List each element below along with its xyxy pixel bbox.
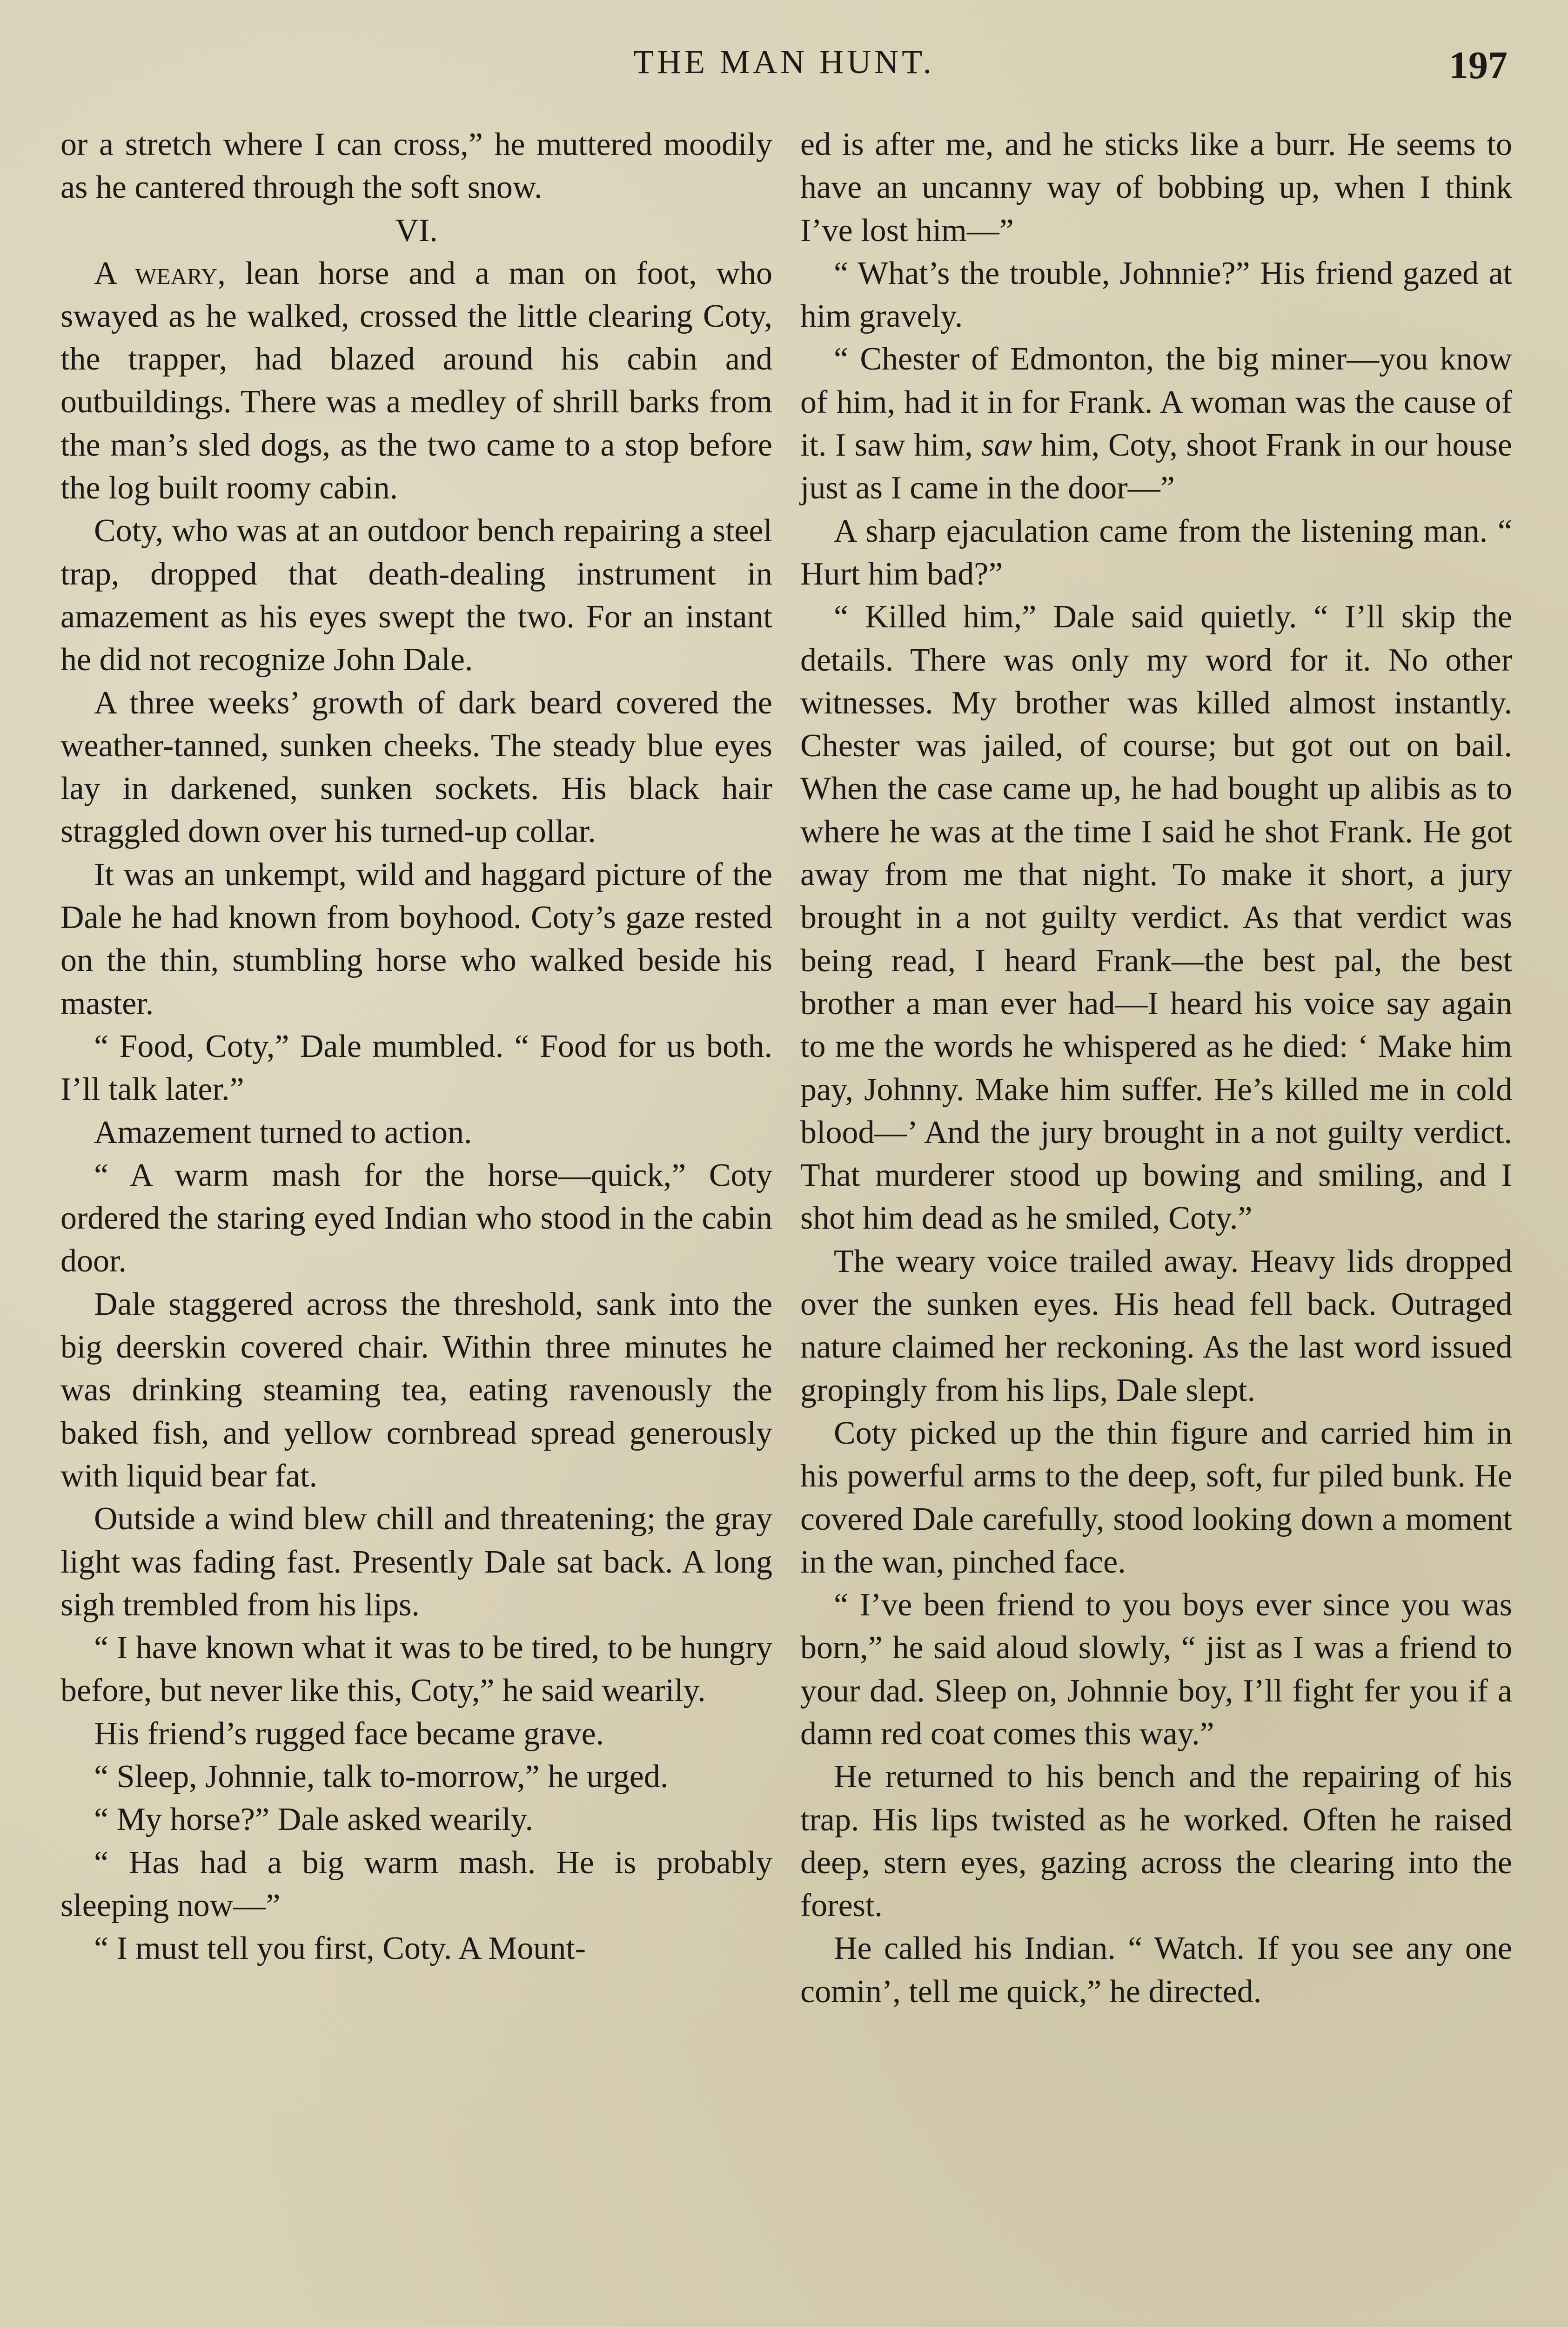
paragraph: Outside a wind blew chill and threatening; the gray light was fading fast. Presently Dale sat back. A long sigh trembled from his lips. [60,1501,772,1623]
paragraph: His friend’s rugged face became grave. [94,1715,604,1752]
paragraph: “ I have known what it was to be tired, to be hungry before, but never like this, Coty,” he said wearily. [60,1630,772,1709]
page-number: 197 [1449,44,1508,87]
paragraph: Coty picked up the thin figure and carried him in his powerful arms to the deep, soft, fur piled bunk. He covered Dale carefully, stood looking down a moment in the wan, pinched face. [800,1415,1512,1580]
paragraph: “ Sleep, Johnnie, talk to-morrow,” he urged. [94,1758,669,1795]
paragraph: He called his Indian. “ Watch. If you see any one comin’, tell me quick,” he directed. [800,1930,1512,2010]
paragraph: “ My horse?” Dale asked wearily. [94,1802,533,1838]
paragraph: “ A warm mash for the horse—quick,” Coty ordered the staring eyed Indian who stood in the cabin door. [60,1157,772,1279]
paragraph: “ I must tell you first, Coty. A Mount- [94,1930,586,1967]
small-caps-lead: A weary [94,255,218,291]
paragraph: Amazement turned to action. [94,1114,472,1150]
left-column [60,123,772,1970]
paragraph: The weary voice trailed away. Heavy lids dropped over the sunken eyes. His head fell back. Outraged nature claimed her reckoning. As the last word issued gropingly from his lips, Dale slept. [800,1243,1512,1408]
paragraph: “ What’s the trouble, Johnnie?” His friend gazed at him gravely. [800,255,1512,335]
paragraph-text: him, Coty, shoot Frank in our house just as I came in the door—” [800,427,1512,506]
paragraph: It was an unkempt, wild and haggard picture of the Dale he had known from boyhood. Coty’s gaze rested on the thin, stumbling horse who walked beside his master. [60,856,772,1022]
section-heading: VI. [395,212,438,249]
paragraph: “ Has had a big warm mash. He is probably sleeping now—” [60,1844,772,1923]
right-column [800,123,1512,2013]
paragraph: “ Food, Coty,” Dale mumbled. “ Food for us both. I’ll talk later.” [60,1028,772,1108]
paragraph: A three weeks’ growth of dark beard covered the weather-tanned, sunken cheeks. The steady blue eyes lay in darkened, sunken sockets. His black hair straggled down over his turned-up collar. [60,685,772,850]
paragraph-text: “ Chester of Edmonton, the big miner—you know of him, had it in for Frank. A woman was the cause of it. I saw him, [800,341,1512,464]
paragraph: ed is after me, and he sticks like a burr. He seems to have an uncanny way of bobbing up, when I think I’ve lost him—” [800,127,1512,249]
paragraph: “ I’ve been friend to you boys ever since you was born,” he said aloud slowly, “ jist as I was a friend to your dad. Sleep on, Johnnie boy, I’ll fight fer you if a damn red coat comes this way.” [800,1587,1512,1752]
paragraph: “ Killed him,” Dale said quietly. “ I’ll skip the details. There was only my word for it. No other witnesses. My brother was killed almost instantly. Chester was jailed, of course; but got out on bail. When the case came up, he had bought up alibis as to where he was at the time I said he shot Frank. He got away from me that night. To make it short, a jury brought in a not guilty verdict. As that verdict was being read, I heard Frank—the best pal, the best brother a man ever had—I heard his voice say again to me the words he whispered as he died: ‘ Make him pay, Johnny. Make him suffer. He’s killed me in cold blood—’ And the jury brought in a not guilty verdict. That murderer stood up bowing and smiling, and I shot him dead as he smiled, Coty.” [800,599,1512,1237]
running-title: THE MAN HUNT. [633,43,935,81]
paragraph: Coty, who was at an outdoor bench repairing a steel trap, dropped that death-dealing instrument in amazement as his eyes swept the two. For an instant he did not recognize John Dale. [60,513,772,678]
paragraph: Dale staggered across the threshold, sank into the big deerskin covered chair. Within three minutes he was drinking steaming tea, eating ravenously the baked fish, and yellow cornbread spread generously with liquid bear fat. [60,1286,772,1494]
paragraph: He returned to his bench and the repairing of his trap. His lips twisted as he worked. Often he raised deep, stern eyes, gazing across the clearing into the forest. [800,1759,1512,1924]
paragraph [800,338,1512,510]
paragraph: or a stretch where I can cross,” he muttered moodily as he cantered through the soft snow. [60,127,772,206]
paragraph [60,252,772,510]
paragraph-text: , lean horse and a man on foot, who swayed as he walked, crossed the little clearing Coty, the trapper, had blazed around his cabin and outbuildings. There was a medley of shrill barks from the man’s sled dogs, as the two came to a stop before the log built roomy cabin. [60,255,772,506]
paragraph: A sharp ejaculation came from the listening man. “ Hurt him bad?” [800,513,1512,592]
page-header [0,43,1568,103]
italic-emphasis: saw [981,427,1032,464]
